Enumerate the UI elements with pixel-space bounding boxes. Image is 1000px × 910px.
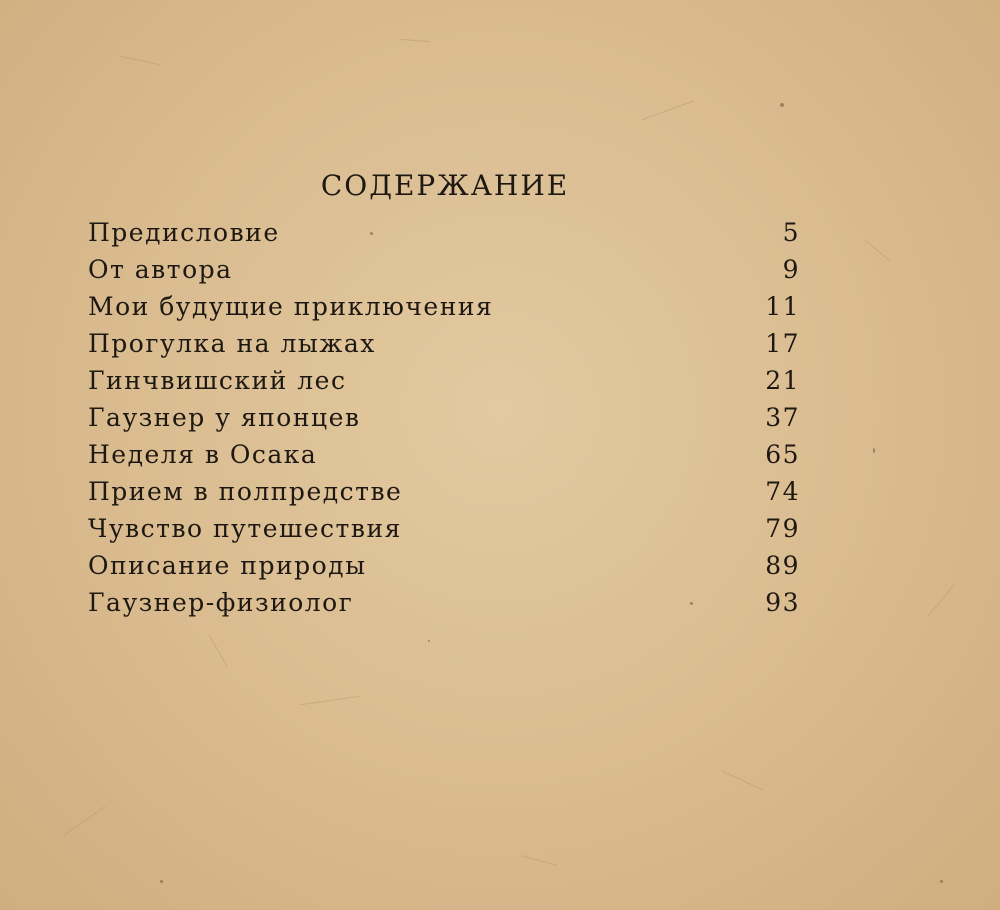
paper-speck — [873, 448, 875, 453]
paper-fiber — [64, 806, 106, 835]
toc-entry-page: 65 — [765, 440, 800, 469]
toc-heading: СОДЕРЖАНИЕ — [320, 168, 570, 202]
toc-entry-page: 21 — [765, 366, 800, 395]
toc-entry-page: 5 — [782, 218, 800, 247]
toc-entry-page: 37 — [765, 403, 800, 432]
toc-entry-page: 17 — [765, 329, 800, 358]
toc-entry — [88, 514, 800, 551]
toc-entry-title: Прием в полпредстве — [88, 477, 403, 506]
toc-list — [88, 218, 800, 625]
paper-fiber — [521, 855, 558, 866]
paper-speck — [780, 103, 784, 107]
toc-entry-title: Гаузнер у японцев — [88, 403, 361, 432]
paper-fiber — [722, 771, 763, 791]
paper-fiber — [641, 101, 693, 121]
toc-entry — [88, 588, 800, 625]
toc-entry-page: 11 — [765, 292, 800, 321]
toc-entry-title: Чувство путешествия — [88, 514, 402, 543]
toc-entry — [88, 329, 800, 366]
toc-entry — [88, 292, 800, 329]
toc-entry — [88, 551, 800, 588]
toc-entry-title: Прогулка на лыжах — [88, 329, 376, 358]
toc-entry-title: От автора — [88, 255, 233, 284]
toc-entry-page: 93 — [765, 588, 800, 617]
toc-entry-title: Описание природы — [88, 551, 367, 580]
toc-entry-page: 74 — [765, 477, 800, 506]
toc-entry-title: Неделя в Осака — [88, 440, 318, 469]
toc-entry-title: Предисловие — [88, 218, 280, 247]
toc-entry-title: Мои будущие приключения — [88, 292, 494, 321]
toc-entry — [88, 366, 800, 403]
paper-speck — [940, 880, 943, 883]
toc-entry — [88, 255, 800, 292]
paper-fiber — [927, 584, 955, 617]
toc-entry — [88, 477, 800, 514]
paper-fiber — [209, 635, 228, 667]
paper-fiber — [400, 39, 430, 43]
toc-entry — [88, 218, 800, 255]
toc-entry-page: 9 — [782, 255, 800, 284]
paper-speck — [428, 640, 430, 642]
toc-entry-title: Гинчвишский лес — [88, 366, 347, 395]
paper-fiber — [300, 696, 360, 705]
paper-fiber — [864, 239, 891, 262]
paper-speck — [160, 880, 163, 883]
toc-entry-title: Гаузнер-физиолог — [88, 588, 354, 617]
toc-entry — [88, 403, 800, 440]
toc-entry-page: 79 — [765, 514, 800, 543]
paper-fiber — [120, 56, 159, 65]
toc-entry — [88, 440, 800, 477]
toc-entry-page: 89 — [765, 551, 800, 580]
